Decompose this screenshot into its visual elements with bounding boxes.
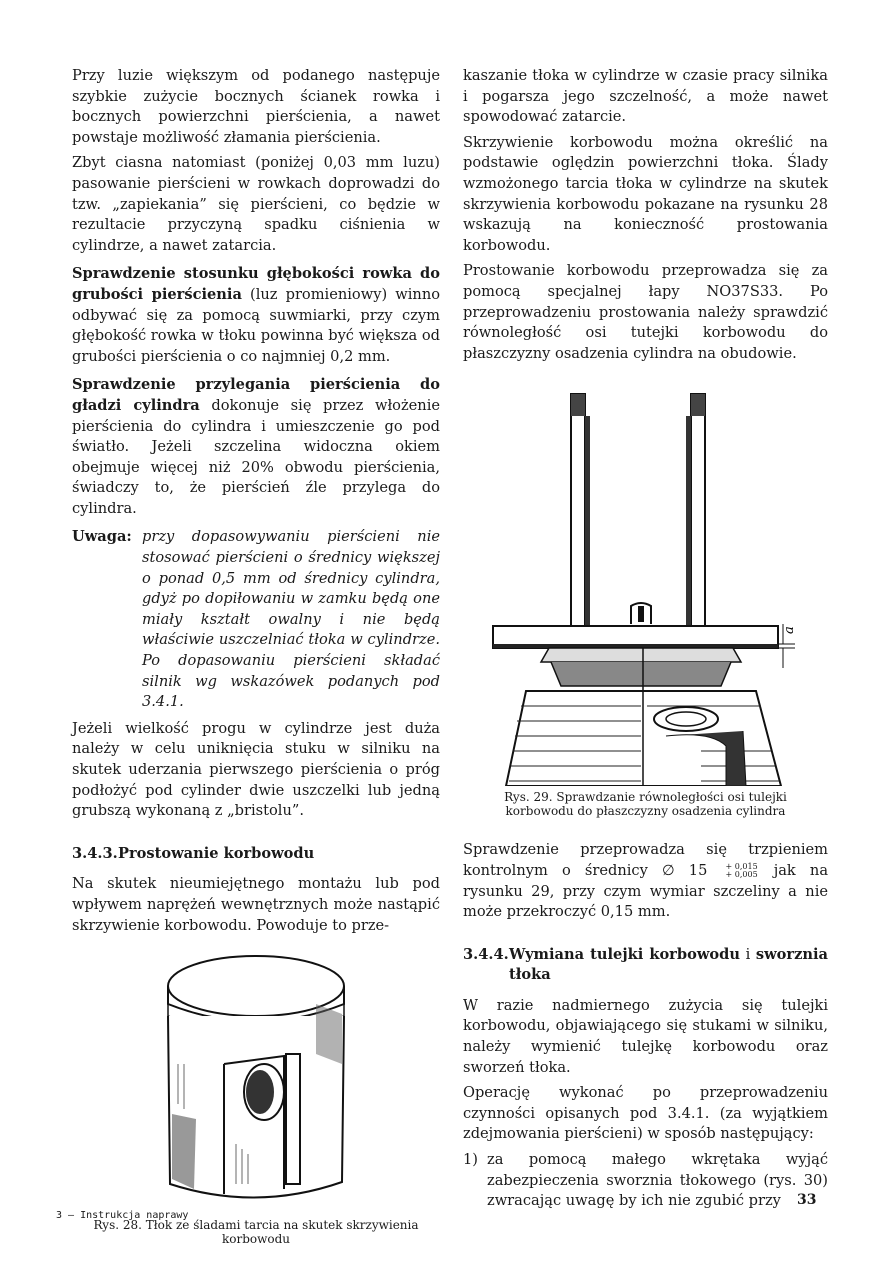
paragraph: kaszanie tłoka w cylindrze w czasie pracy silnika i pogarsza jego szczelność, a może nawet spowodować zatarcie. [463, 67, 828, 126]
paragraph: Zbyt ciasna natomiast (poniżej 0,03 mm luzu) pasowanie pierścieni w rowkach doprowadzi do tzw. „zapiekania” się pierścieni, co będzie w rezultacie przyczyną spadku ciśnienia w cylindrze, a nawet zatarcia. [72, 154, 440, 254]
note-label: Uwaga: [72, 528, 132, 546]
section-number: 3.4.3. [72, 844, 118, 862]
dimension-label-a: a [781, 626, 797, 635]
note-text: przy dopasowywaniu pierścieni nie stosować pierścieni o średnicy większej o ponad 0,5 mm od średnicy cylindra, gdyż po dopiłowaniu w zamku będą one miały kształt owalny i nie będą właściwie uszczelniać tłoka w cylindrze. Po dopasowaniu pierścieni składać silnik wg wskazówek podanych pod 3.4.1. [142, 528, 440, 711]
connecting-rod-check-illustration [481, 386, 811, 786]
piston-illustration [116, 944, 396, 1214]
footer-text: 3 — Instrukcja naprawy [56, 1210, 189, 1221]
bold-lead: Sprawdzenie stosunku głębokości rowka do grubości pierścienia [72, 265, 440, 303]
tolerance [726, 863, 758, 879]
figure-28-caption: Rys. 28. Tłok ze śladami tarcia na skutek skrzywienia korbowodu [93, 1218, 419, 1247]
tolerance-upper: + 0,015 [725, 861, 758, 871]
right-column [463, 66, 828, 1212]
section-heading-343 [72, 844, 440, 865]
note-block [72, 527, 440, 712]
tolerance-lower: + 0,005 [725, 869, 758, 879]
figure-28-piston [116, 944, 396, 1214]
paragraph: Na skutek nieumiejętnego montażu lub pod wpływem naprężeń wewnętrznych może nastąpić skrzywienie korbowodu. Powoduje to prze- [72, 875, 440, 934]
section-title [509, 945, 828, 986]
section-title-part: sworznia tłoka [509, 945, 828, 984]
paragraph: Skrzywienie korbowodu można określić na podstawie oględzin powierzchni tłoka. Ślady wzmożonego tarcia tłoka w cylindrze na skutek skrzywienia korbowodu pokazane na rysunku 28 wskazują na konieczność prostowania korbowodu. [463, 133, 828, 254]
section-title: Prostowanie korbowodu [118, 844, 315, 862]
figure-29-crankcase [481, 386, 811, 786]
paragraph: W razie nadmiernego zużycia się tulejki korbowodu, objawiającego się stukami w silniku, należy wymienić tulejkę korbowodu oraz sworzeń tłoka. [463, 996, 828, 1076]
paragraph: Przy luzie większym od podanego następuje szybkie zużycie bocznych ścianek rowka i bocznych powierzchni pierścienia, a nawet powstaje możliwość złamania pierścienia. [72, 67, 440, 146]
left-column [72, 66, 440, 1246]
paragraph-text: dokonuje się przez włożenie pierścienia do cylindra i umieszczenie go pod światło. Jeżeli szczelina widoczna okiem obejmuje więcej niż 20% obwodu pierścienia, świadczy to, że pierścień źle przylega do cylindra. [72, 396, 441, 517]
paragraph [463, 840, 828, 922]
section-title-part: Wymiana tulejki korbowodu [509, 945, 740, 963]
bold-lead: Sprawdzenie przylegania pierścienia do gładzi cylindra [72, 376, 440, 414]
paragraph-text: jak na rysunku 29, przy czym wymiar szczeliny a nie może przekroczyć 0,15 mm. [463, 861, 829, 921]
paragraph: Operację wykonać po przeprowadzeniu czynności opisanych pod 3.4.1. (za wyjątkiem zdejmowania pierścieni) w sposób następujący: [463, 1084, 828, 1143]
paragraph [72, 264, 440, 367]
page-number: 33 [797, 1192, 817, 1208]
section-title-part: i [739, 945, 756, 963]
paragraph-text: Sprawdzenie przeprowadza się trzpieniem kontrolnym o średnicy ∅ 15 [463, 841, 828, 879]
section-number: 3.4.4. [463, 945, 509, 963]
section-heading-344 [463, 945, 828, 986]
list-text: za pomocą małego wkrętaka wyjąć zabezpieczenia sworznia tłokowego (rys. 30) zwracając uwagę by ich nie zgubić przy [487, 1151, 828, 1210]
paragraph [72, 375, 440, 519]
list-item [463, 1150, 828, 1212]
paragraph-text: (luz promieniowy) winno odbywać się za pomocą suwmiarki, przy czym głębokość rowka w tłoku powinna być większa od grubości pierścienia o co najmniej 0,2 mm. [72, 285, 441, 365]
paragraph: Prostowanie korbowodu przeprowadza się za pomocą specjalnej łapy NO37S33. Po przeprowadzeniu prostowania należy sprawdzić równoległość osi tutejki korbowodu do płaszczyzny osadzenia cylindra na obudowie. [463, 262, 828, 362]
paragraph: Jeżeli wielkość progu w cylindrze jest duża należy w celu uniknięcia stuku w silniku na skutek uderzania pierwszego pierścienia o próg podłożyć pod cylinder dwie uszczelki lub jedną grubszą wykonaną z „bristolu”. [72, 719, 440, 820]
list-number: 1) [463, 1151, 478, 1169]
figure-29-caption: Rys. 29. Sprawdzanie równoległości osi tulejki korbowodu do płaszczyzny osadzenia cylindra [504, 790, 787, 819]
